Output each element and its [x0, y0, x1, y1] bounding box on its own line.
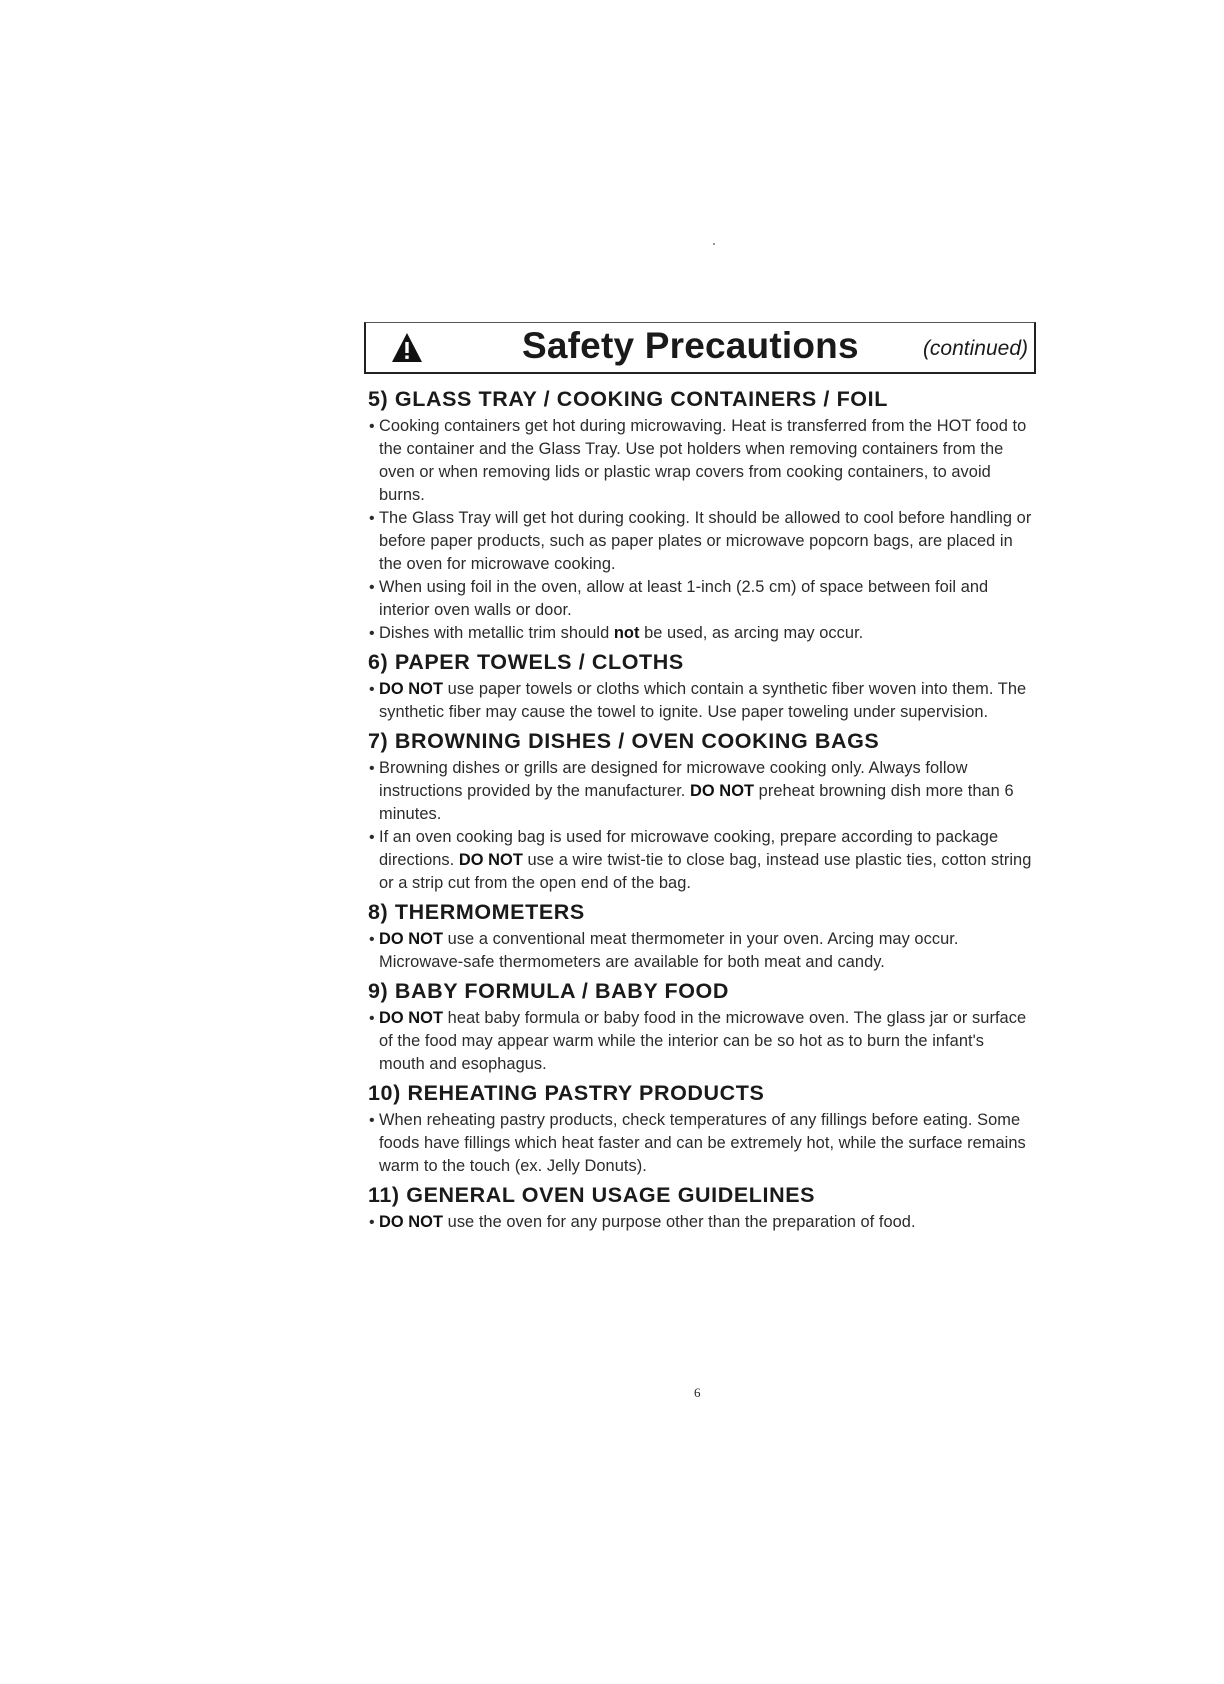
bullet-text: use paper towels or cloths which contain a synthetic fiber woven into them. The synthetic fiber may cause the towel to ignite. Use paper toweling under supervision.	[379, 680, 1027, 721]
bullet-text: Cooking containers get hot during microwaving. Heat is transferred from the HOT food to the container and the Glass Tray. Use pot holders when removing containers from the oven or when removing lids or plastic wrap covers from cooking containers, to avoid burns.	[379, 417, 1027, 504]
bullet-dot-icon: •	[369, 510, 375, 527]
precaution-section	[368, 978, 1032, 1076]
bullet-dot-icon: •	[369, 1010, 375, 1027]
emphasis-text: DO NOT	[690, 782, 755, 800]
section-heading: 8) THERMOMETERS	[368, 900, 585, 924]
bullet-text: use the oven for any purpose other than the preparation of food.	[443, 1213, 916, 1231]
bullet-text: If an oven cooking bag is used for microwave cooking, prepare according to package directions.	[379, 828, 999, 869]
bullet-text: Dishes with metallic trim should	[379, 624, 614, 642]
precaution-section	[368, 386, 1032, 645]
bullet-item	[368, 622, 1032, 645]
emphasis-text: DO NOT	[379, 1213, 444, 1231]
precaution-section	[368, 728, 1032, 895]
section-heading: 5) GLASS TRAY / COOKING CONTAINERS / FOIL	[368, 387, 888, 411]
bullet-item	[368, 576, 1032, 622]
bullet-dot-icon: •	[369, 931, 375, 948]
precaution-section	[368, 899, 1032, 974]
emphasis-text: not	[613, 624, 640, 642]
section-header-box	[364, 322, 1036, 374]
bullet-text: When using foil in the oven, allow at least 1-inch (2.5 cm) of space between foil and interior oven walls or door.	[379, 578, 989, 619]
warning-triangle-icon	[390, 331, 424, 365]
bullet-dot-icon: •	[369, 418, 375, 435]
bullet-dot-icon: •	[369, 625, 375, 642]
bullet-item	[368, 826, 1032, 895]
bullet-item	[368, 507, 1032, 576]
bullet-text: The Glass Tray will get hot during cooking. It should be allowed to cool before handling or before paper products, such as paper plates or microwave popcorn bags, are placed in the oven for microwave cooking.	[379, 509, 1032, 573]
section-heading: 7) BROWNING DISHES / OVEN COOKING BAGS	[368, 729, 880, 753]
bullet-dot-icon: •	[369, 681, 375, 698]
section-heading: 9) BABY FORMULA / BABY FOOD	[368, 979, 730, 1003]
bullet-dot-icon: •	[369, 579, 375, 596]
bullet-item	[368, 678, 1032, 724]
bullet-text: When reheating pastry products, check temperatures of any fillings before eating. Some foods have fillings which heat faster and can be extremely hot, while the surface remains warm to the touch (ex. Jelly Donuts).	[379, 1111, 1026, 1175]
emphasis-text: DO NOT	[379, 1009, 444, 1027]
section-heading: 6) PAPER TOWELS / CLOTHS	[368, 650, 684, 674]
bullet-dot-icon: •	[369, 1214, 375, 1231]
bullet-text: be used, as arcing may occur.	[639, 624, 864, 642]
precautions-list	[368, 386, 1032, 1238]
bullet-item	[368, 757, 1032, 826]
emphasis-text: DO NOT	[379, 930, 444, 948]
bullet-text: heat baby formula or baby food in the microwave oven. The glass jar or surface of the food may appear warm while the interior can be so hot as to burn the infant's mouth and esophagus.	[379, 1009, 1027, 1073]
emphasis-text: DO NOT	[458, 851, 523, 869]
bullet-dot-icon: •	[369, 1112, 375, 1129]
page-title: Safety Precautions	[522, 325, 859, 366]
bullet-text: use a wire twist-tie to close bag, instead use plastic ties, cotton string or a strip cut from the open end of the bag.	[379, 851, 1032, 892]
emphasis-text: DO NOT	[379, 680, 444, 698]
page-number: 6	[694, 1385, 701, 1400]
bullet-text: Browning dishes or grills are designed for microwave cooking only. Always follow instructions provided by the manufacturer.	[379, 759, 968, 800]
scan-speck	[713, 243, 715, 245]
bullet-item	[368, 1109, 1032, 1178]
bullet-dot-icon: •	[369, 829, 375, 846]
bullet-text: preheat browning dish more than 6 minutes.	[379, 782, 1014, 823]
precaution-section	[368, 1080, 1032, 1178]
continued-label: (continued)	[922, 337, 1028, 360]
bullet-text: use a conventional meat thermometer in your oven. Arcing may occur. Microwave-safe thermometers are available for both meat and candy.	[379, 930, 959, 971]
bullet-item	[368, 1211, 1032, 1234]
precaution-section	[368, 1182, 1032, 1234]
section-heading: 10) REHEATING PASTRY PRODUCTS	[368, 1081, 765, 1105]
bullet-item	[368, 415, 1032, 507]
precaution-section	[368, 649, 1032, 724]
bullet-dot-icon: •	[369, 760, 375, 777]
bullet-item	[368, 928, 1032, 974]
section-heading: 11) GENERAL OVEN USAGE GUIDELINES	[368, 1183, 816, 1207]
bullet-item	[368, 1007, 1032, 1076]
